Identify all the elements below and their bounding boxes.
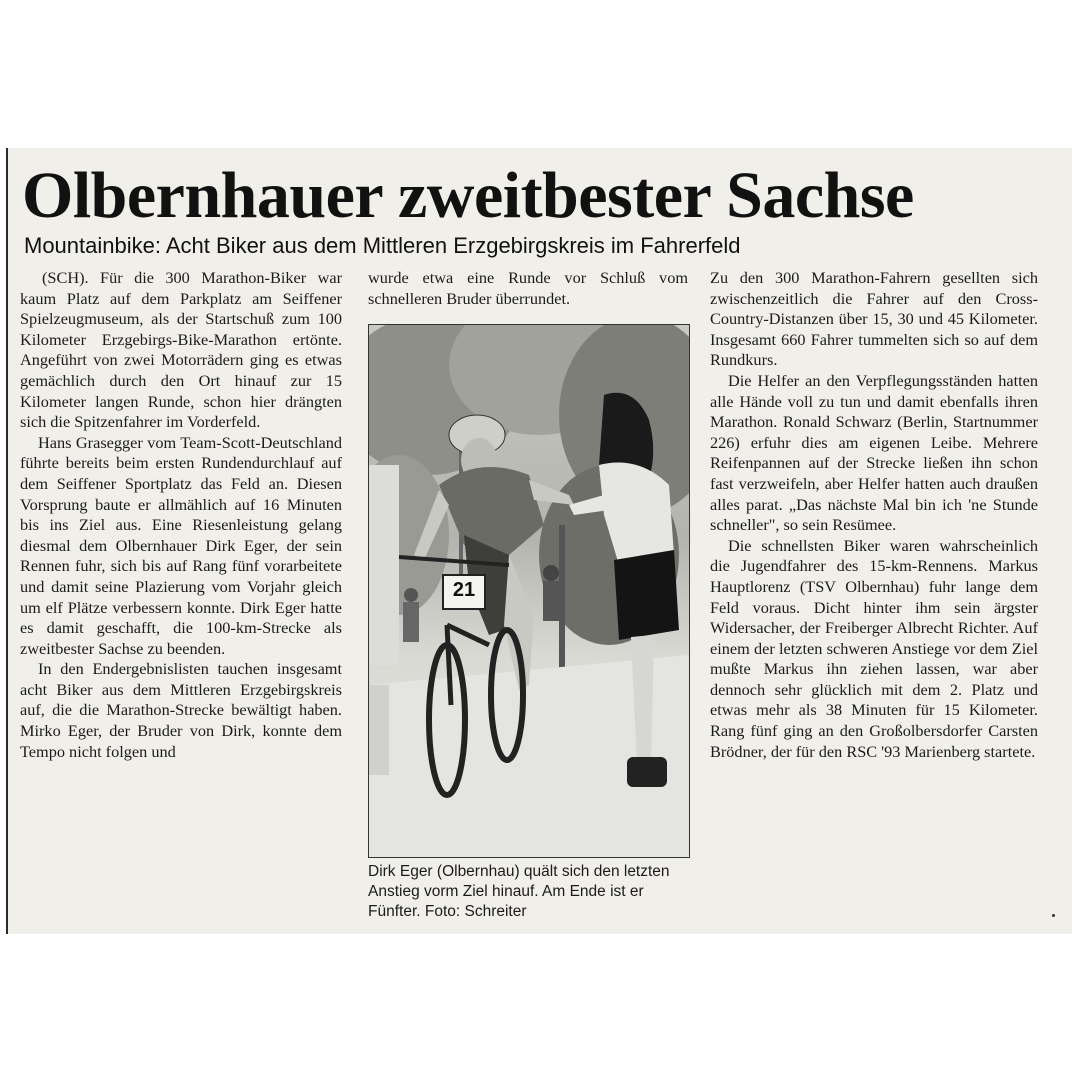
article-column-2 [368, 268, 688, 309]
article-headline: Olbernhauer zweitbester Sachse [22, 159, 914, 232]
paragraph: Zu den 300 Marathon-Fahrern gesellten sich zwischenzeitlich die Fahrer auf den Cross-Country-Distanzen über 15, 30 und 45 Kilometer. Insgesamt 660 Fahrer tummelten sich so auf dem Rundkurs. [710, 268, 1038, 370]
photo-caption: Dirk Eger (Olbernhau) quält sich den letzten Anstieg vorm Ziel hinauf. Am Ende ist er Fünfter. Foto: Schreiter [368, 863, 670, 920]
article-column-1 [20, 268, 342, 762]
paragraph: Hans Grasegger vom Team-Scott-Deutschland führte bereits beim ersten Rundendurchlauf auf dem Seiffener Sportplatz das Feld an. Diesen Vorsprung baute er allmählich auf 16 Minuten bis ins Ziel aus. Eine Riesenleistung gelang diesmal dem Olbernhauer Dirk Eger, der sein Rennen fuhr, sich bis auf Rang fünf vorarbeitete und damit seine Plazierung vom Vorjahr gleich um elf Plätze verbessern konnte. Dirk Eger hatte es damit geschafft, die 100-km-Strecke als zweitbester Sachse zu beenden. [20, 432, 342, 658]
paragraph: Die schnellsten Biker waren wahrscheinlich die Jugendfahrer des 15-km-Rennens. Markus Hauptlorenz (TSV Olbernhau) fuhr lange dem Feld voraus. Dicht hinter ihm sein ärgster Widersacher, der Freiberger Albrecht Richter. Auf einem der letzten schweren Anstiege vor dem Ziel mußte Markus ihn ziehen lassen, war aber dennoch sehr glücklich mit dem 2. Platz und etwas mehr als 38 Minuten für 15 Kilometer. Rang fünf ging an den Großolbersdorfer Carsten Brödner, der für den RSC '93 Marienberg startete. [710, 535, 1038, 761]
photo-illustration [369, 325, 689, 857]
clipping-edge-line [6, 148, 8, 934]
decorative-dot [1052, 914, 1055, 917]
article-subheadline: Mountainbike: Acht Biker aus dem Mittleren Erzgebirgskreis im Fahrerfeld [24, 233, 741, 258]
paragraph: In den Endergebnislisten tauchen insgesamt acht Biker aus dem Mittleren Erzgebirgskreis auf, die die Marathon-Strecke bewältigt haben. Mirko Eger, der Bruder von Dirk, konnte dem Tempo nicht folgen und [20, 659, 342, 761]
paragraph: wurde etwa eine Runde vor Schluß vom schnelleren Bruder überrundet. [368, 268, 688, 308]
paragraph: Die Helfer an den Verpflegungsständen hatten alle Hände voll zu tun und damit ebenfalls ihren Marathon. Ronald Schwarz (Berlin, Startnummer 226) erfuhr dies am eigenen Leibe. Mehrere Reifenpannen auf der Strecke ließen ihn schon fast verzweifeln, aber Helfer hatten auch draußen alles parat. „Das nächste Mal bin ich 'ne Stunde schneller", so sein Resümee. [710, 370, 1038, 535]
bib-number: 21 [452, 579, 476, 601]
paragraph: (SCH). Für die 300 Marathon-Biker war kaum Platz auf dem Parkplatz am Seiffener Spielzeugmuseum, als der Startschuß zum 100 Kilometer Erzgebirgs-Bike-Marathon ertönte. Angeführt von zwei Motorrädern ging es etwas gemächlich durch den Ort hinauf zur 15 Kilometer langen Runde, schon hier drängten sich die Spitzenfahrer im Vorderfeld. [20, 268, 342, 432]
article-column-3 [710, 268, 1038, 762]
article-photo [368, 324, 690, 858]
